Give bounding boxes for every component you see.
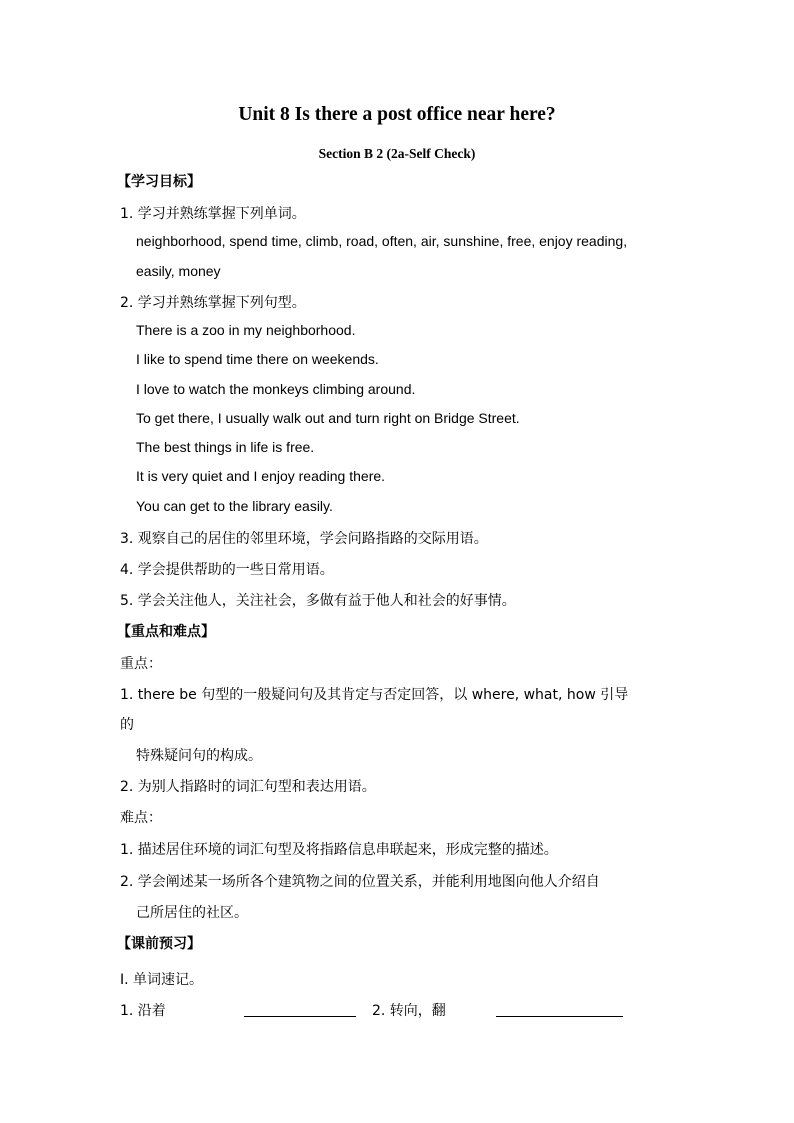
key-point-2: 2. 为别人指路时的词汇句型和表达用语。: [120, 779, 376, 795]
objective-item-3: 3. 观察自己的居住的邻里环境，学会问路指路的交际用语。: [120, 531, 488, 547]
preview-heading: 【课前预习】: [117, 936, 201, 952]
difficult-point-1: 1. 描述居住环境的词汇句型及将指路信息串联起来，形成完整的描述。: [120, 842, 558, 858]
sentence-3: I love to watch the monkeys climbing around.: [136, 381, 416, 397]
sentence-6: It is very quiet and I enjoy reading there.: [136, 468, 386, 484]
difficult-label: 难点：: [120, 810, 162, 826]
difficult-point-2-line-2: 己所居住的社区。: [136, 905, 248, 921]
objective-item-1: 1. 学习并熟练掌握下列单词。: [120, 206, 306, 222]
word-prompt-1: 1. 沿着: [120, 1003, 166, 1019]
key-point-1-line-1: 1. there be 句型的一般疑问句及其肯定与否定回答，以 where, what, how 引导: [120, 687, 629, 703]
objective-words-line-2: easily, money: [136, 263, 221, 279]
sentence-7: You can get to the library easily.: [136, 498, 333, 514]
key-points-heading: 【重点和难点】: [117, 624, 215, 640]
word-answer-blank-2[interactable]: [496, 1016, 623, 1017]
word-answer-blank-1[interactable]: [244, 1016, 356, 1017]
sentence-2: I like to spend time there on weekends.: [136, 351, 379, 367]
sentence-5: The best things in life is free.: [136, 439, 315, 455]
page-title: Unit 8 Is there a post office near here?: [238, 104, 556, 125]
key-label: 重点：: [120, 656, 162, 672]
objectives-heading: 【学习目标】: [117, 174, 201, 190]
objective-item-2: 2. 学习并熟练掌握下列句型。: [120, 295, 306, 311]
objective-item-4: 4. 学会提供帮助的一些日常用语。: [120, 562, 334, 578]
objective-item-5: 5. 学会关注他人，关注社会，多做有益于他人和社会的好事情。: [120, 593, 516, 609]
preview-section-1: I. 单词速记。: [120, 972, 204, 988]
page-subtitle: Section B 2 (2a-Self Check): [318, 146, 476, 161]
key-point-1-line-2: 的: [120, 717, 134, 733]
word-prompt-2: 2. 转向，翻: [372, 1003, 446, 1019]
key-point-1-line-3: 特殊疑问句的构成。: [136, 748, 262, 764]
objective-words-line-1: neighborhood, spend time, climb, road, often, air, sunshine, free, enjoy reading,: [136, 233, 628, 249]
sentence-4: To get there, I usually walk out and turn right on Bridge Street.: [136, 410, 520, 426]
difficult-point-2-line-1: 2. 学会阐述某一场所各个建筑物之间的位置关系，并能利用地图向他人介绍自: [120, 874, 600, 890]
sentence-1: There is a zoo in my neighborhood.: [136, 322, 356, 338]
